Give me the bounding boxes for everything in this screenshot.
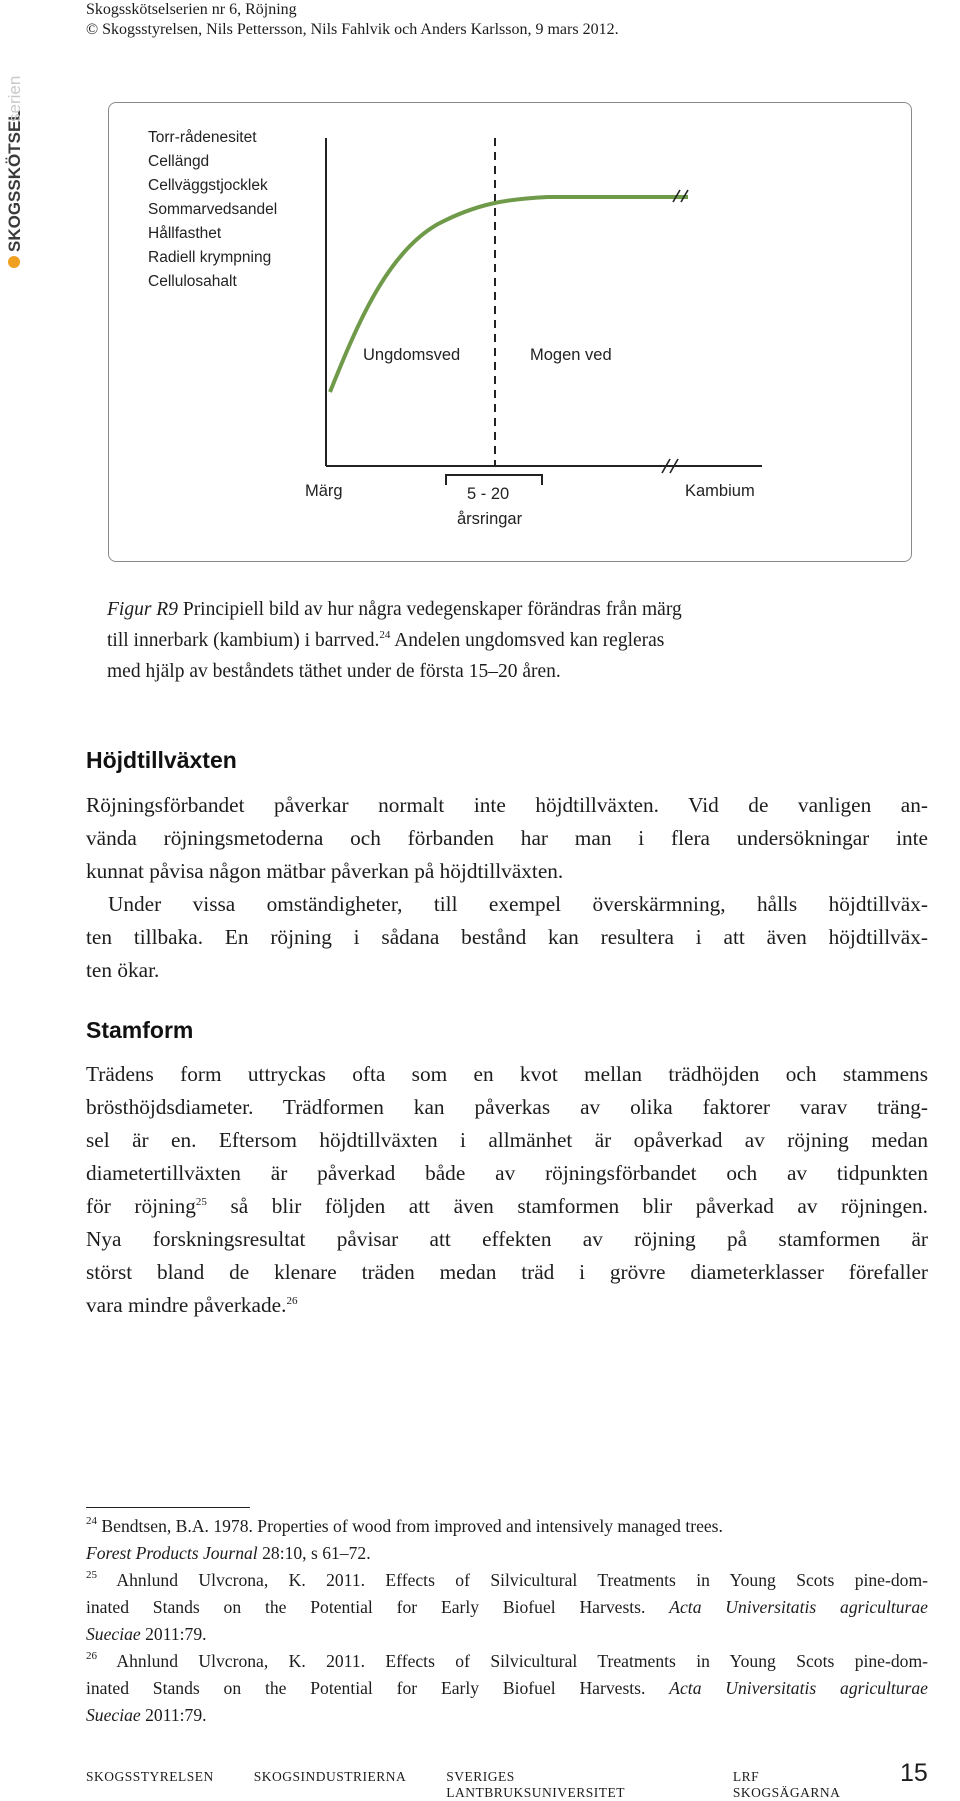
pith-label: Märg: [305, 482, 343, 500]
footer-org: SVERIGES LANTBRUKSUNIVERSITET: [446, 1769, 626, 1800]
section-body: Röjningsförbandet påverkar normalt inte höjdtillväxten. Vid de vanligen an- vända röjningsmetoderna och förbanden har man i flera undersökningar inte kunnat påvisa någon mätbar påverkan på höjdtillväxten. Under vissa omständigheter, till exempel överskärmning, hålls höjdtillväx- ten tillbaka. En röjning i sådana bestånd kan resultera i att även höjdtillväx- ten ökar.: [86, 793, 928, 982]
property-label: Cellulosahalt: [148, 273, 237, 290]
section-heading: Höjdtillväxten: [86, 747, 237, 773]
property-label: Sommarvedsandel: [148, 201, 278, 218]
footnote: $^{25}$ Ahnlund Ulvcrona, K. 2011. Effects of Silvicultural Treatments in Young Scots pine-dom- inated Stands on the Potential for Early Biofuel Harvests. Acta Universitatis agriculturae Sueciae 2011:79.: [86, 1569, 928, 1644]
wood-properties-diagram: [108, 102, 912, 562]
logo-bold-text: SKOGSSKÖTSEL: [5, 110, 24, 252]
property-label: Cellväggstjocklek: [148, 177, 268, 194]
footnote: $^{26}$ Ahnlund Ulvcrona, K. 2011. Effects of Silvicultural Treatments in Young Scots pine-dom- inated Stands on the Potential for Early Biofuel Harvests. Acta Universitatis agriculturae Sueciae 2011:79.: [86, 1650, 928, 1725]
footnote: $^{24}$ Bendtsen, B.A. 1978. Properties of wood from improved and intensively managed trees. Forest Products Journal 28:10, s 61–72.: [86, 1515, 723, 1563]
range-bracket: [446, 475, 542, 485]
footnote-rule: [86, 1507, 250, 1508]
footnote-ref: 25: [195, 1196, 207, 1208]
logo-dot-icon: [8, 256, 20, 268]
page-footer: [86, 1769, 908, 1801]
mature-wood-label: Mogen ved: [530, 346, 612, 364]
series-logo: [0, 40, 28, 270]
footer-org: SKOGSSTYRELSEN: [86, 1769, 214, 1784]
property-label: Cellängd: [148, 153, 210, 170]
figure-label: Figur R9: [107, 599, 178, 620]
rings-label: årsringar: [457, 510, 523, 528]
property-label: Radiell krympning: [148, 249, 272, 266]
property-label: Hållfasthet: [148, 225, 222, 242]
footer-org: SKOGSINDUSTRIERNA: [253, 1769, 407, 1784]
juvenile-wood-label: Ungdomsved: [363, 346, 461, 364]
footnote-ref: 24: [379, 629, 391, 641]
section-body: Trädens form uttryckas ofta som en kvot mellan trädhöjden och stammens brösthöjdsdiameter. Trädformen kan påverkas av olika faktorer varav träng- sel är en. Eftersom höjdtillväxten i allmänhet är opåverkad av röjning medan diametertillväxten är påverkad både av röjningsförbandet och av tidpunkten för röjning$^{25}$ så blir följden att även stamformen blir påverkad av röjningen. Nya forskningsresultat påvisar att effekten av röjning på stamformen är störst bland de klenare träden medan träd i grövre diameterklasser förefaller vara mindre påverkade.$^{26}$: [86, 1062, 928, 1317]
footer-org: LRF SKOGSÄGARNA: [732, 1769, 841, 1800]
running-header-copyright: © Skogsstyrelsen, Nils Pettersson, Nils Fahlvik och Anders Karlsson, 9 mars 2012.: [86, 21, 619, 38]
page-number: 15: [900, 1759, 928, 1787]
footnote-ref: 26: [286, 1295, 298, 1307]
range-label: 5 - 20: [467, 485, 510, 503]
logo-light-text: serien: [5, 75, 24, 122]
figure-caption: Figur R9 Principiell bild av hur några vedegenskaper förändras från märg till innerbark (kambium) i barrved.$^{24}$ Andelen ungdomsved kan regleras med hjälp av beståndets täthet under de första 15–20 åren.: [107, 599, 682, 682]
cambium-label: Kambium: [685, 482, 755, 500]
section-heading: Stamform: [86, 1017, 194, 1043]
running-header-series: Skogsskötselserien nr 6, Röjning: [86, 1, 297, 18]
property-label: Torr-rådenesitet: [148, 129, 257, 146]
